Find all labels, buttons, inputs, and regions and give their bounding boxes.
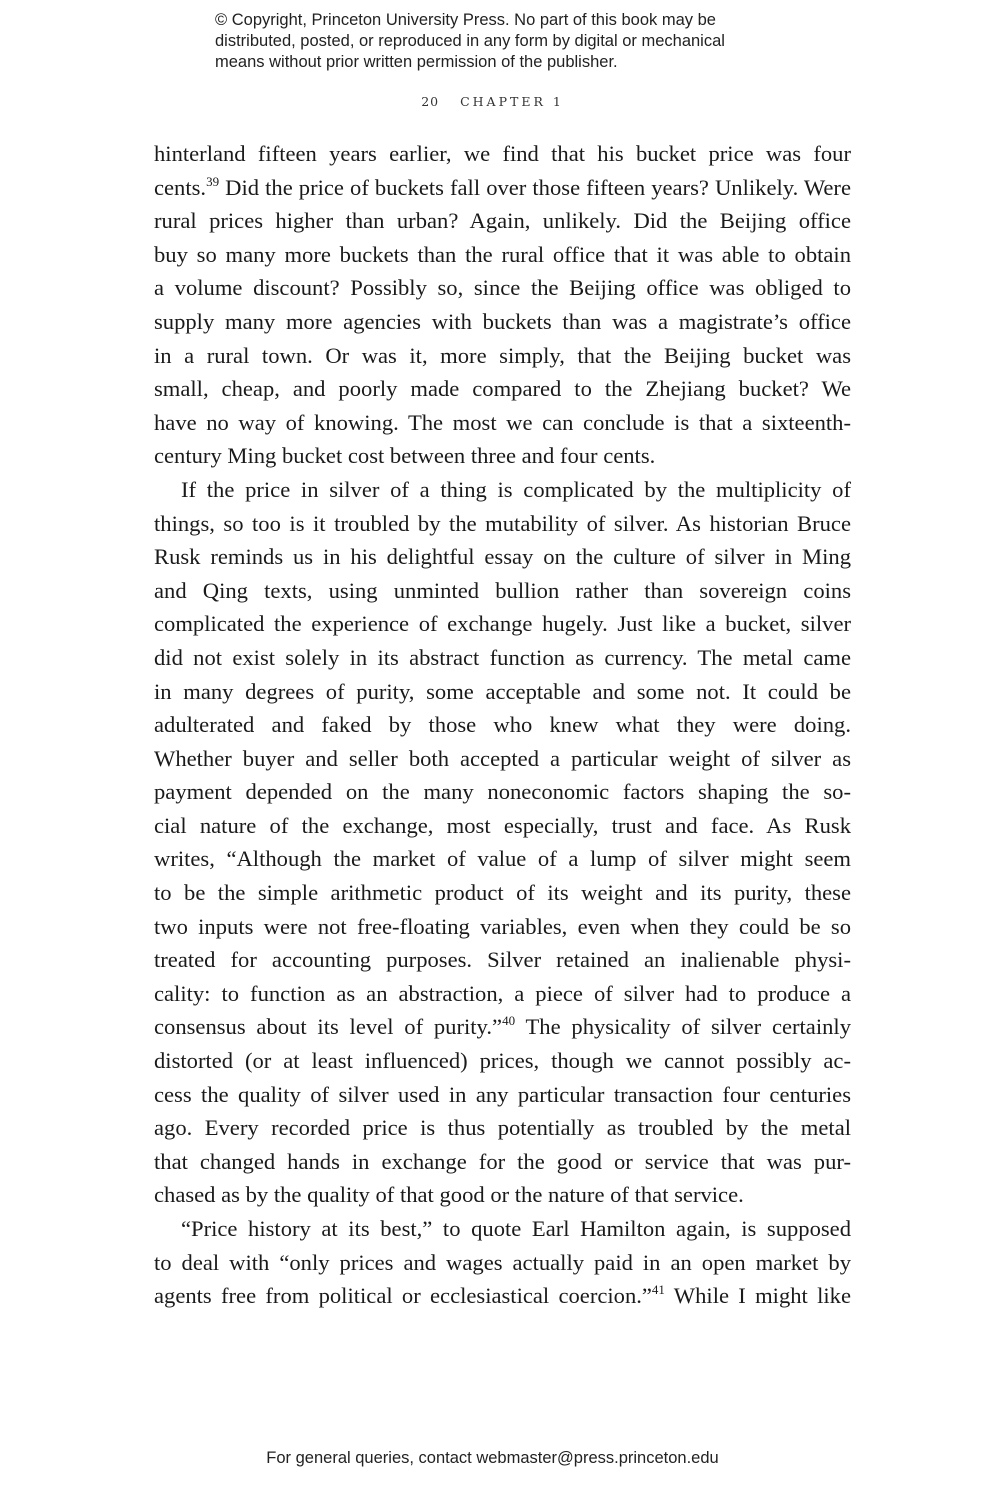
copyright-line: © Copyright, Princeton University Press. No part of this book may be: [215, 11, 716, 29]
text-line: hinterland fifteen years earlier, we find that his bucket price was four: [154, 141, 851, 166]
text-line: Whether buyer and seller both accepted a particular weight of silver as: [154, 745, 851, 771]
running-head: [0, 94, 985, 109]
footer-contact: For general queries, contact webmaster@press.princeton.edu: [266, 1449, 719, 1467]
body-text: [154, 137, 851, 1313]
text-line: a volume discount? Possibly so, since the Beijing office was obliged to: [154, 275, 851, 301]
text-line: cents.$^{39}$ Did the price of buckets fall over those fifteen years? Unlikely. Were: [154, 173, 851, 200]
text-line: to deal with “only prices and wages actually paid in an open market by: [154, 1249, 851, 1275]
text-line: cial nature of the exchange, most especially, trust and face. As Rusk: [154, 812, 851, 838]
text-line: ago. Every recorded price is thus potentially as troubled by the metal: [154, 1115, 851, 1141]
text-line: chased as by the quality of that good or the nature of that service.: [154, 1182, 744, 1208]
text-line: Rusk reminds us in his delightful essay on the culture of silver in Ming: [154, 544, 851, 570]
page-number: 20: [421, 94, 440, 109]
text-line: cess the quality of silver used in any particular transaction four centuries: [154, 1081, 851, 1107]
chapter-title: CHAPTER 1: [460, 94, 564, 109]
copyright-line: means without prior written permission of the publisher.: [215, 53, 618, 71]
text-line: supply many more agencies with buckets than was a magistrate’s office: [154, 308, 851, 334]
text-line: agents free from political or ecclesiastical coercion.”$^{41}$ While I might like: [154, 1282, 851, 1309]
text-line: distorted (or at least influenced) prices, though we cannot possibly ac-: [154, 1048, 851, 1074]
text-line: did not exist solely in its abstract function as currency. The metal came: [154, 644, 851, 670]
text-line: writes, “Although the market of value of a lump of silver might seem: [154, 846, 851, 872]
copyright-notice: [215, 10, 815, 73]
text-line: consensus about its level of purity.”$^{40}$ The physicality of silver certainly: [154, 1013, 851, 1040]
footnote-ref-39: 39: [206, 173, 220, 189]
text-line: payment depended on the many noneconomic factors shaping the so-: [154, 779, 851, 805]
text-line: and Qing texts, using unminted bullion rather than sovereign coins: [154, 577, 851, 603]
text-line: to be the simple arithmetic product of its weight and its purity, these: [154, 880, 851, 906]
paragraph-start-line: If the price in silver of a thing is complicated by the multiplicity of: [181, 476, 851, 502]
text-line: century Ming bucket cost between three and four cents.: [154, 443, 656, 469]
text-line: in many degrees of purity, some acceptable and some not. It could be: [154, 678, 851, 704]
text-line: buy so many more buckets than the rural office that it was able to obtain: [154, 241, 851, 267]
footnote-ref-41: 41: [651, 1282, 665, 1298]
text-line: two inputs were not free-floating variables, even when they could be so: [154, 913, 851, 939]
text-line: have no way of knowing. The most we can conclude is that a sixteenth-: [154, 409, 851, 435]
paragraph-start-line: “Price history at its best,” to quote Earl Hamilton again, is supposed: [181, 1216, 851, 1241]
copyright-line: distributed, posted, or reproduced in any form by digital or mechanical: [215, 32, 725, 50]
text-line: that changed hands in exchange for the good or service that was pur-: [154, 1148, 851, 1174]
text-line: rural prices higher than urban? Again, unlikely. Did the Beijing office: [154, 208, 851, 234]
footnote-ref-40: 40: [502, 1013, 516, 1029]
text-line: complicated the experience of exchange hugely. Just like a bucket, silver: [154, 611, 851, 637]
text-line: adulterated and faked by those who knew what they were doing.: [154, 712, 851, 738]
text-line: in a rural town. Or was it, more simply, that the Beijing bucket was: [154, 342, 851, 368]
text-line: cality: to function as an abstraction, a piece of silver had to produce a: [154, 980, 851, 1006]
text-line: treated for accounting purposes. Silver retained an inalienable physi-: [154, 947, 851, 973]
text-line: small, cheap, and poorly made compared to the Zhejiang bucket? We: [154, 376, 851, 402]
text-line: things, so too is it troubled by the mutability of silver. As historian Bruce: [154, 510, 851, 536]
